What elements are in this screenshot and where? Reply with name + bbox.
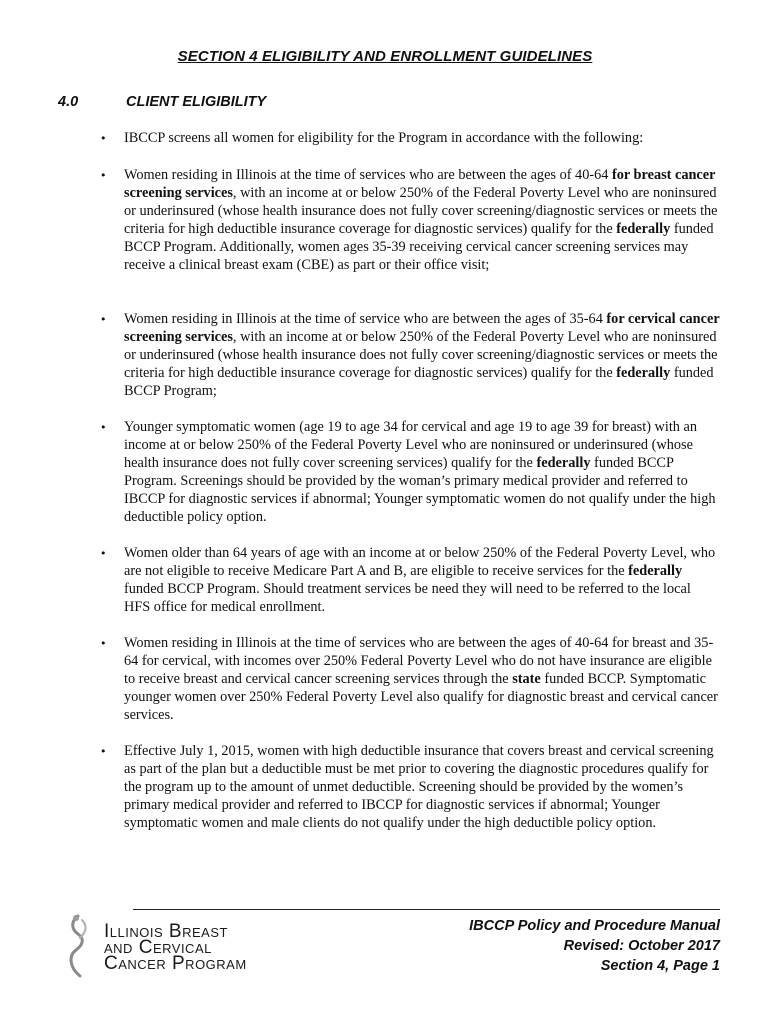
- bullet-icon: •: [100, 421, 107, 434]
- logo-line-1: Illinois Breast: [104, 921, 228, 942]
- bold-text: federally: [616, 220, 671, 237]
- list-item-text: [124, 130, 643, 146]
- list-item-text: [124, 743, 714, 831]
- ribbon-figure-icon: [60, 912, 104, 984]
- ibccp-logo: [60, 912, 300, 984]
- list-item: [100, 167, 720, 274]
- text-run: Women older than 64 years of age with an income at or below 250% of the Federal Poverty Level, who are not eligible to receive Medicare Part A and B, are eligible to receive services for the: [124, 545, 716, 579]
- bold-text: federally: [616, 364, 671, 381]
- bold-text: for cervical cancer screening services: [124, 311, 720, 345]
- text-run: Women residing in Illinois at the time of service who are between the ages of 35-64: [124, 311, 607, 327]
- bold-text: federally: [628, 562, 683, 579]
- footer-manual-title: IBCCP Policy and Procedure Manual: [469, 918, 720, 934]
- bold-text: state: [512, 670, 541, 687]
- logo-line-2: and Cervical: [104, 937, 212, 958]
- logo-wordmark: [104, 921, 247, 974]
- list-item: [100, 635, 720, 725]
- footer-page-number: Section 4, Page 1: [600, 958, 720, 974]
- footer-revised-date: Revised: October 2017: [563, 938, 720, 954]
- list-item-text: [124, 167, 718, 273]
- bullet-icon: •: [100, 132, 107, 145]
- text-run: funded BCCP Program;: [124, 364, 714, 399]
- list-item: [100, 743, 720, 833]
- list-item: [100, 419, 720, 526]
- bullet-icon: •: [100, 547, 107, 560]
- subsection-title: CLIENT ELIGIBILITY: [126, 94, 267, 110]
- text-run: Women residing in Illinois at the time of services who are between the ages of 40-64: [124, 167, 612, 183]
- text-run: IBCCP screens all women for eligibility for the Program in accordance with the following:: [124, 130, 644, 146]
- section-title: SECTION 4 ELIGIBILITY AND ENROLLMENT GUIDELINES: [177, 48, 593, 65]
- text-run: Younger symptomatic women (age 19 to age 34 for cervical and age 19 to age 39 for breast) with an income at or below 250% of the Federal Poverty Level who are noninsured or underinsured (whose health insurance does not fully cover screening services) qualify for the: [124, 419, 698, 471]
- list-item-text: [124, 545, 715, 615]
- text-run: Women residing in Illinois at the time of services who are between the ages of 40-64 for breast and 35-64 for cervical, with incomes over 250% Federal Poverty Level who do not have insurance are eligible to receive breast and cervical cancer screening services through the: [124, 635, 714, 687]
- text-run: , with an income at or below 250% of the Federal Poverty Level who are noninsured or underinsured (whose health insurance does not fully cover screening/diagnostic services or meets the criteria for high deductible insurance coverage for diagnostic services) qualify for the: [124, 184, 718, 237]
- subsection-number: 4.0: [58, 94, 79, 110]
- bold-text: for breast cancer screening services: [124, 167, 716, 201]
- footer-info: [469, 916, 720, 976]
- text-run: funded BCCP Program. Screenings should be provided by the woman’s primary medical provider and referred to IBCCP for diagnostic services if abnormal; Younger symptomatic women do not qualify under the high deductible policy option.: [124, 454, 716, 525]
- footer-divider: [133, 909, 720, 910]
- bold-text: federally: [536, 454, 591, 471]
- list-item-text: [124, 635, 718, 723]
- bullet-icon: •: [100, 637, 107, 650]
- text-run: funded BCCP. Symptomatic younger women over 250% Federal Poverty Level also qualify for diagnostic breast and cervical cancer services.: [124, 670, 718, 723]
- list-item-text: [124, 419, 716, 525]
- text-run: funded BCCP Program. Additionally, women ages 35-39 receiving cervical cancer screening services may receive a clinical breast exam (CBE) as part or their office visit;: [124, 220, 714, 273]
- bullet-icon: •: [100, 169, 107, 182]
- text-run: , with an income at or below 250% of the Federal Poverty Level who are noninsured or underinsured (whose health insurance does not fully cover screening/diagnostic services or meets the criteria for high deductible insurance coverage for diagnostic services) qualify for the: [124, 328, 718, 381]
- text-run: Effective July 1, 2015, women with high deductible insurance that covers breast and cervical screening as part of the plan but a deductible must be met prior to covering the diagnostic procedures qualify for the program up to the amount of unmet deductible. Screening should be provided by the women’s primary medical provider and referred to IBCCP for diagnostic services if abnormal; Younger symptomatic women and male clients do not qualify under the high deductible policy option.: [124, 743, 714, 831]
- bullet-icon: •: [100, 745, 107, 758]
- list-item-text: [124, 311, 719, 399]
- list-item: [100, 545, 720, 617]
- text-run: funded BCCP Program. Should treatment services be need they will need to be referred to the local HFS office for medical enrollment.: [124, 580, 691, 615]
- list-item: [100, 311, 720, 401]
- subsection-heading: [58, 94, 266, 110]
- logo-line-3: Cancer Program: [104, 953, 247, 974]
- list-item: [100, 130, 720, 148]
- bullet-icon: •: [100, 313, 107, 326]
